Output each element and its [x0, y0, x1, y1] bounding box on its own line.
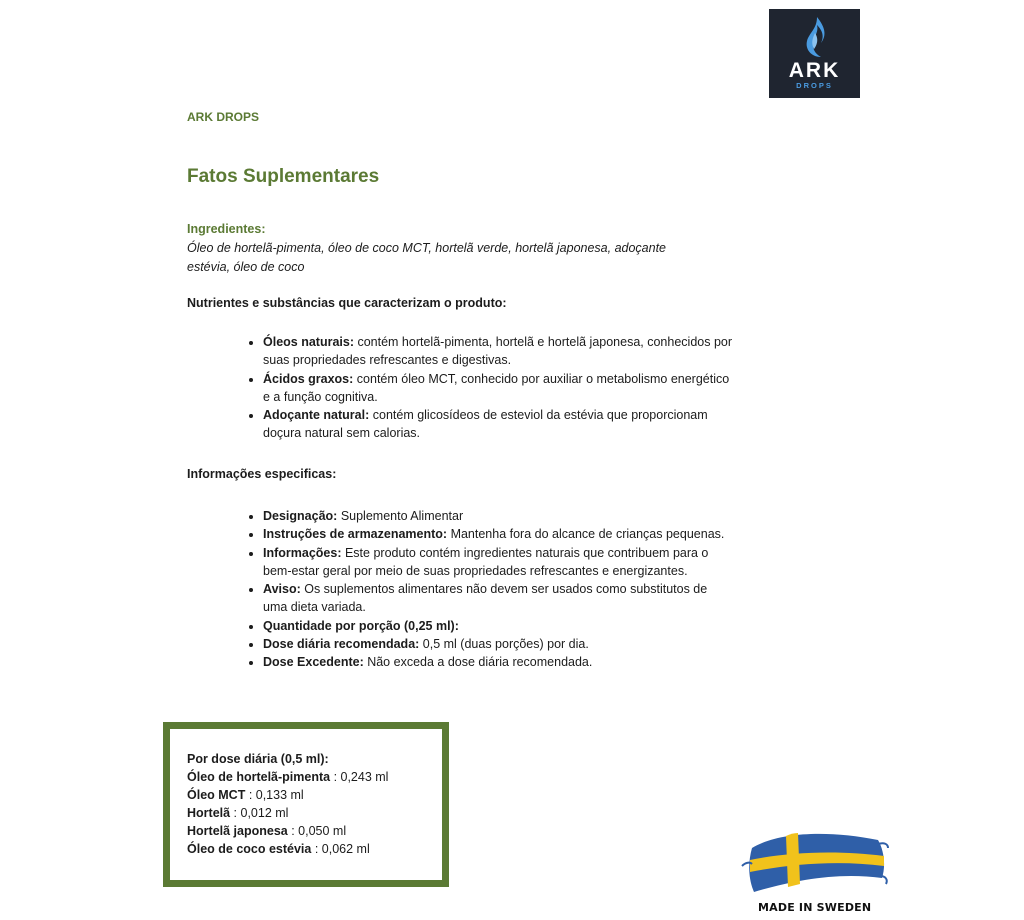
item-text: contém óleo MCT, conhecido por auxiliar o metabolismo energético e a função cognitiva.	[263, 371, 730, 404]
dose-value: : 0,050 ml	[287, 824, 347, 838]
item-label: Dose Excedente:	[263, 655, 364, 670]
page-title: Fatos Suplementares	[187, 166, 380, 187]
list-item	[263, 333, 733, 370]
dose-value: : 0,243 ml	[330, 770, 389, 784]
list-item	[263, 507, 733, 525]
item-text: Os suplementos alimentares não devem ser usados como substitutos de uma dieta variada.	[263, 582, 708, 615]
item-text: contém glicosídeos de esteviol da estévia que proporcionam doçura natural sem calorias.	[263, 408, 708, 441]
dose-box-heading: Por dose diária (0,5 ml):	[187, 752, 329, 766]
dose-label: Óleo MCT	[187, 788, 246, 802]
made-in-sweden-text: MADE IN SWEDEN	[758, 901, 872, 914]
item-text: contém hortelã-pimenta, hortelã e hortelã japonesa, conhecidos por suas propriedades refrescantes e digestivas.	[263, 335, 733, 368]
dose-value: : 0,133 ml	[245, 788, 304, 802]
ark-drops-logo	[769, 9, 860, 98]
logo-subtitle: DROPS	[796, 81, 833, 90]
brand-name: ARK DROPS	[187, 110, 260, 124]
list-item	[263, 617, 733, 635]
swedish-flag-icon	[738, 826, 890, 900]
specific-info-heading: Informações especificas:	[187, 467, 337, 481]
item-text: Este produto contém ingredientes naturais que contribuem para o bem-estar geral por meio de suas propriedades refrescantes e energizantes.	[263, 545, 709, 578]
dose-row	[187, 840, 370, 858]
list-item	[263, 580, 733, 617]
specific-info-list	[244, 507, 733, 672]
dose-label: Óleo de hortelã-pimenta	[187, 770, 331, 784]
dose-label: Hortelã japonesa	[187, 824, 288, 838]
item-label: Óleos naturais:	[263, 335, 354, 349]
item-text: Suplemento Alimentar	[337, 509, 464, 523]
item-label: Dose diária recomendada:	[263, 637, 420, 652]
nutrients-heading: Nutrientes e substâncias que caracterizam o produto:	[187, 296, 507, 310]
ingredients-text: Óleo de hortelã-pimenta, óleo de coco MCT, hortelã verde, hortelã japonesa, adoçante estévia, óleo de coco	[187, 241, 667, 274]
dose-label: Hortelã	[187, 806, 231, 820]
item-label: Instruções de armazenamento:	[263, 527, 448, 542]
dose-row	[187, 804, 288, 822]
dose-label: Óleo de coco estévia	[187, 842, 312, 856]
flame-drop-icon	[795, 15, 835, 59]
item-label: Adoçante natural:	[263, 408, 370, 423]
list-item	[263, 525, 733, 543]
daily-dose-box	[163, 722, 449, 887]
dose-row	[187, 822, 346, 840]
list-item	[263, 653, 733, 671]
dose-value: : 0,062 ml	[311, 842, 370, 856]
item-label: Designação:	[263, 509, 338, 523]
list-item	[263, 635, 733, 653]
item-label: Ácidos graxos:	[263, 371, 354, 386]
list-item	[263, 544, 733, 581]
item-text: 0,5 ml (duas porções) por dia.	[419, 637, 589, 652]
item-label: Informações:	[263, 545, 342, 560]
list-item	[263, 370, 733, 407]
list-item	[263, 406, 733, 443]
item-text: Mantenha fora do alcance de crianças pequenas.	[447, 527, 725, 542]
item-text: Não exceda a dose diária recomendada.	[363, 655, 593, 670]
ingredients-label: Ingredientes:	[187, 222, 266, 236]
dose-value: : 0,012 ml	[230, 806, 289, 820]
dose-row	[187, 786, 304, 804]
item-label: Quantidade por porção (0,25 ml):	[263, 618, 459, 633]
nutrients-list	[244, 333, 733, 443]
logo-name: ARK	[788, 59, 841, 82]
dose-row	[187, 768, 388, 786]
item-label: Aviso:	[263, 582, 301, 597]
made-in-sweden-badge	[738, 826, 890, 920]
